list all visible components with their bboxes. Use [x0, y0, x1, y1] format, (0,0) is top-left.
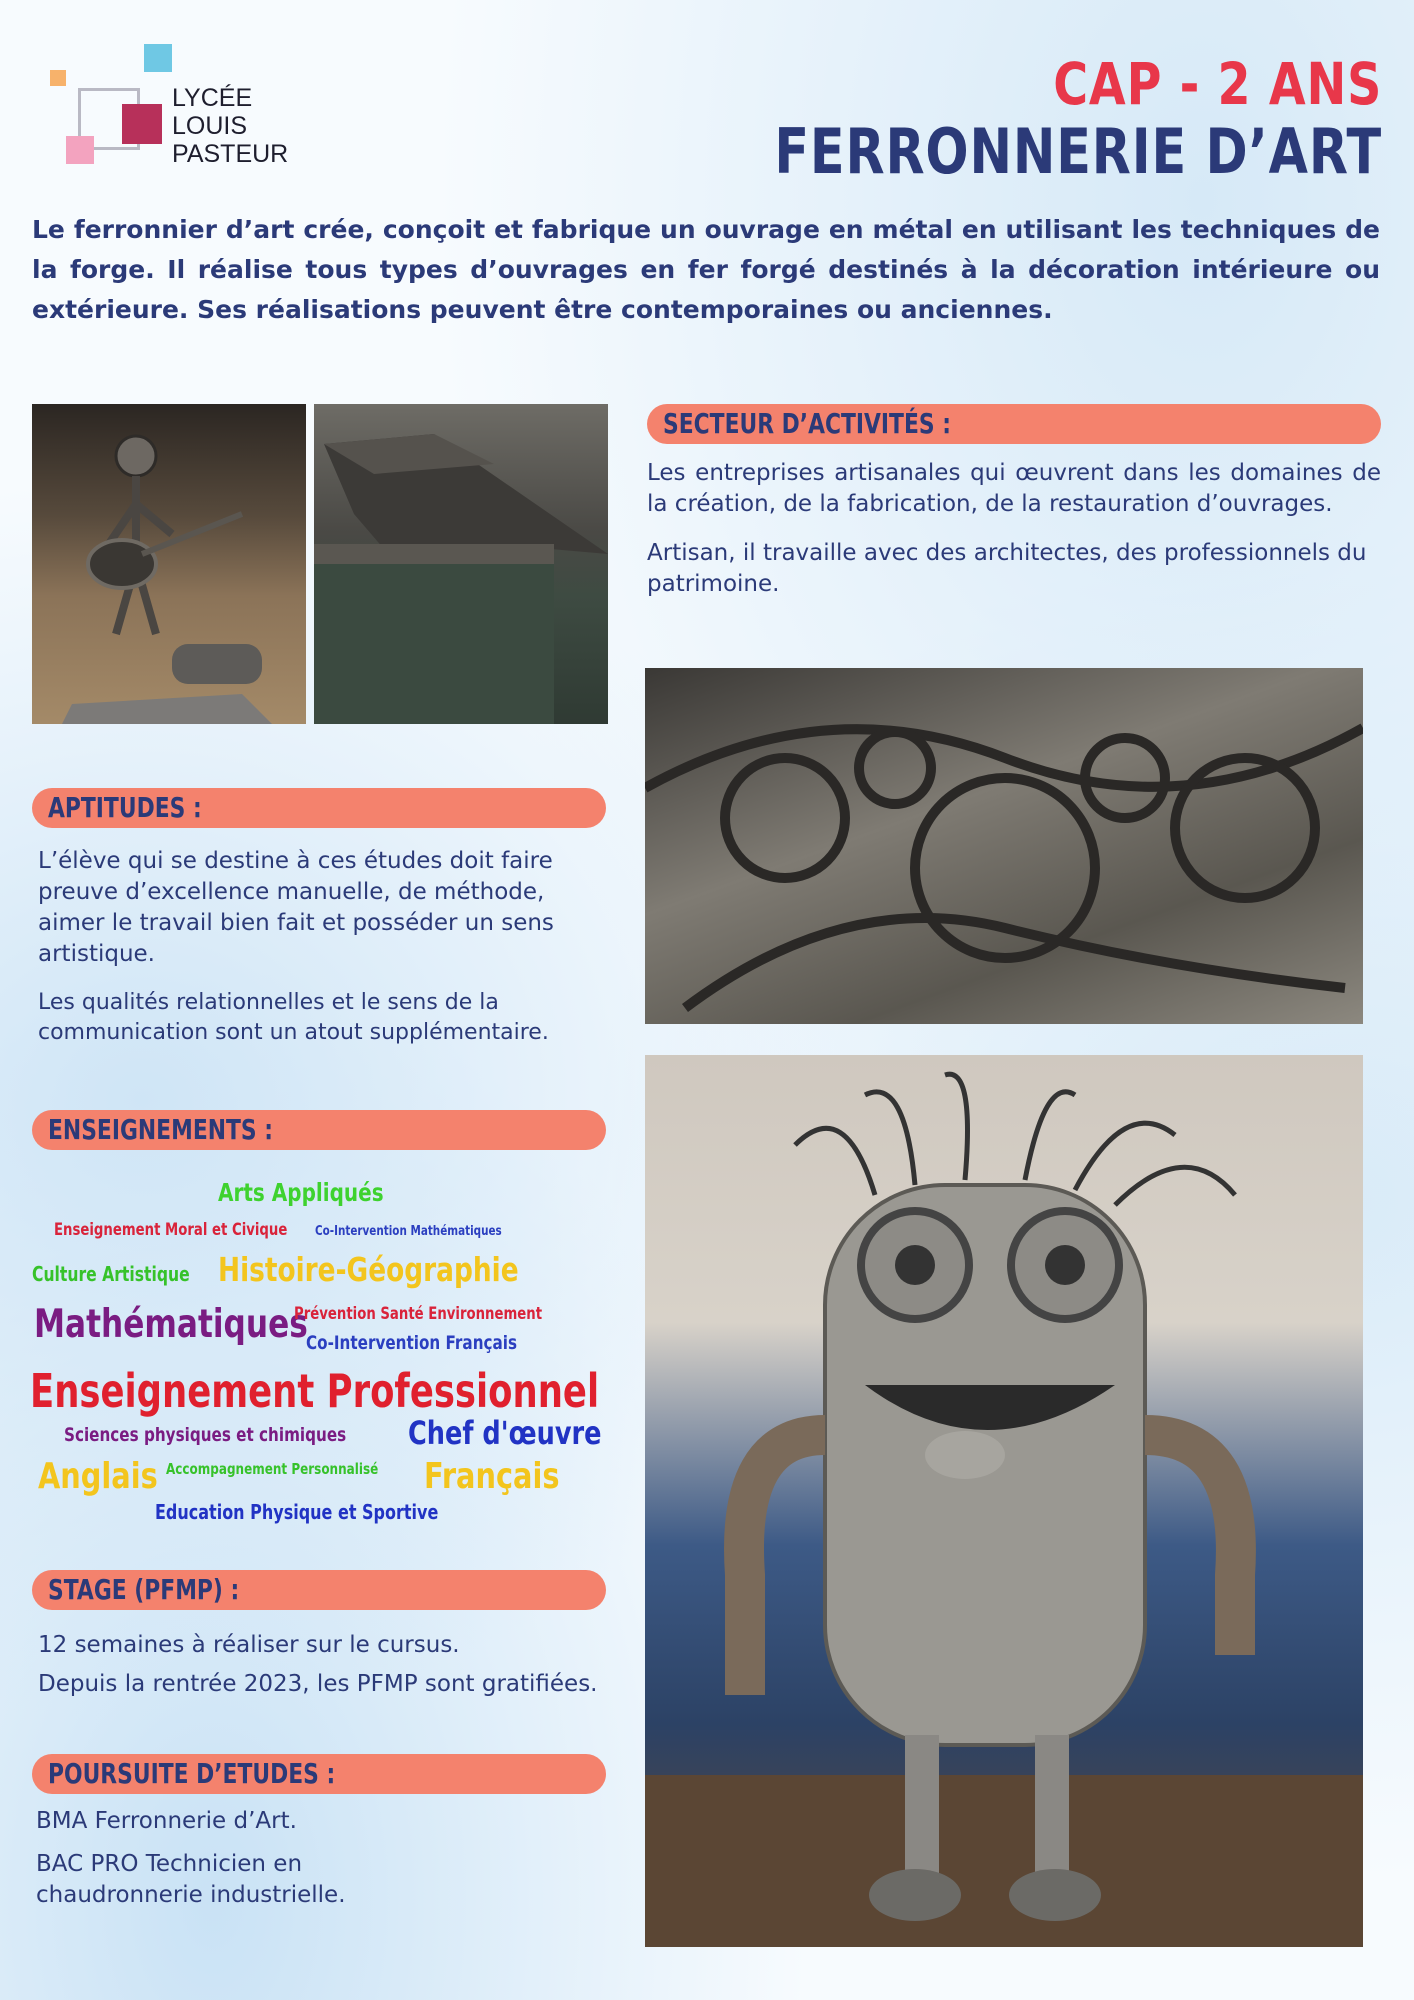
header-secteur: [647, 404, 1381, 444]
logo-line-2: LOUIS: [172, 112, 248, 140]
title-ferronnerie: FERRONNERIE D’ART: [774, 115, 1382, 188]
logo-text: [172, 84, 288, 168]
aptitudes-paragraph-1: L’élève qui se destine à ces études doit faire preuve d’excellence manuelle, de méthode, aimer le travail bien fait et posséder un sens artistique.: [38, 848, 554, 967]
logo-line-1: LYCÉE: [172, 84, 253, 112]
stage-text: [38, 1630, 638, 1718]
word-chef-d-oeuvre: Chef d'œuvre: [408, 1414, 602, 1452]
word-sciences: Sciences physiques et chimiques: [64, 1424, 347, 1446]
logo-line-3: PASTEUR: [172, 140, 289, 168]
header-aptitudes: [32, 788, 606, 828]
photo-wrought-iron-scrolls: [645, 668, 1363, 1024]
word-co-intervention-maths: Co-Intervention Mathématiques: [315, 1224, 502, 1239]
word-enseignement-professionnel: Enseignement Professionnel: [30, 1364, 600, 1418]
word-francais: Français: [424, 1456, 560, 1497]
word-histoire-geographie: Histoire-Géographie: [218, 1250, 519, 1289]
header-enseignements: [32, 1110, 606, 1150]
aptitudes-paragraph-2: Les qualités relationnelles et le sens de la communication sont un atout supplémentaire.: [38, 990, 549, 1045]
secteur-text: [647, 458, 1381, 618]
photo-metal-character: [645, 1055, 1363, 1947]
logo-red-square: [122, 104, 162, 144]
secteur-paragraph-2: Artisan, il travaille avec des architectes, des professionnels du patrimoine.: [647, 540, 1367, 597]
header-enseignements-label: ENSEIGNEMENTS :: [48, 1113, 273, 1146]
word-pse: Prévention Santé Environnement: [294, 1304, 543, 1324]
poursuite-paragraph-2: BAC PRO Technicien en chaudronnerie industrielle.: [36, 1851, 346, 1908]
logo-orange-square: [50, 70, 66, 86]
word-emc: Enseignement Moral et Civique: [54, 1220, 288, 1240]
school-logo: [48, 40, 308, 180]
aptitudes-text: [38, 846, 608, 1066]
poursuite-paragraph-1: BMA Ferronnerie d’Art.: [36, 1808, 297, 1834]
title-cap: CAP - 2 ANS: [1053, 50, 1382, 118]
header-secteur-label: SECTEUR D’ACTIVITÉS :: [663, 407, 951, 440]
secteur-paragraph-1: Les entreprises artisanales qui œuvrent dans les domaines de la création, de la fabrication, de la restauration d’ouvrages.: [647, 460, 1381, 517]
header-aptitudes-label: APTITUDES :: [48, 791, 202, 824]
word-mathematiques: Mathématiques: [34, 1302, 308, 1347]
word-arts-appliques: Arts Appliqués: [218, 1178, 384, 1207]
word-co-intervention-francais: Co-Intervention Français: [306, 1332, 518, 1354]
header-stage: [32, 1570, 606, 1610]
word-eps: Education Physique et Sportive: [155, 1500, 439, 1524]
header-poursuite-label: POURSUITE D’ETUDES :: [48, 1757, 336, 1790]
intro-paragraph: Le ferronnier d’art crée, conçoit et fabrique un ouvrage en métal en utilisant les techniques de la forge. Il réalise tous types d’ouvrages en fer forgé destinés à la décoration intérieure ou extérieure. Ses réalisations peuvent être contemporaines ou anciennes.: [32, 215, 1380, 324]
header-stage-label: STAGE (PFMP) :: [48, 1573, 240, 1606]
word-anglais: Anglais: [38, 1456, 158, 1497]
logo-pink-square: [66, 136, 94, 164]
photo-anvil: [314, 404, 608, 724]
photo-guitar-sculpture: [32, 404, 306, 724]
word-culture-artistique: Culture Artistique: [32, 1262, 190, 1286]
stage-paragraph-1: 12 semaines à réaliser sur le cursus.: [38, 1632, 460, 1658]
poursuite-text: [36, 1806, 376, 1929]
word-accompagnement: Accompagnement Personnalisé: [166, 1460, 379, 1478]
header-poursuite: [32, 1754, 606, 1794]
logo-blue-square: [144, 44, 172, 72]
stage-paragraph-2: Depuis la rentrée 2023, les PFMP sont gratifiées.: [38, 1671, 598, 1697]
